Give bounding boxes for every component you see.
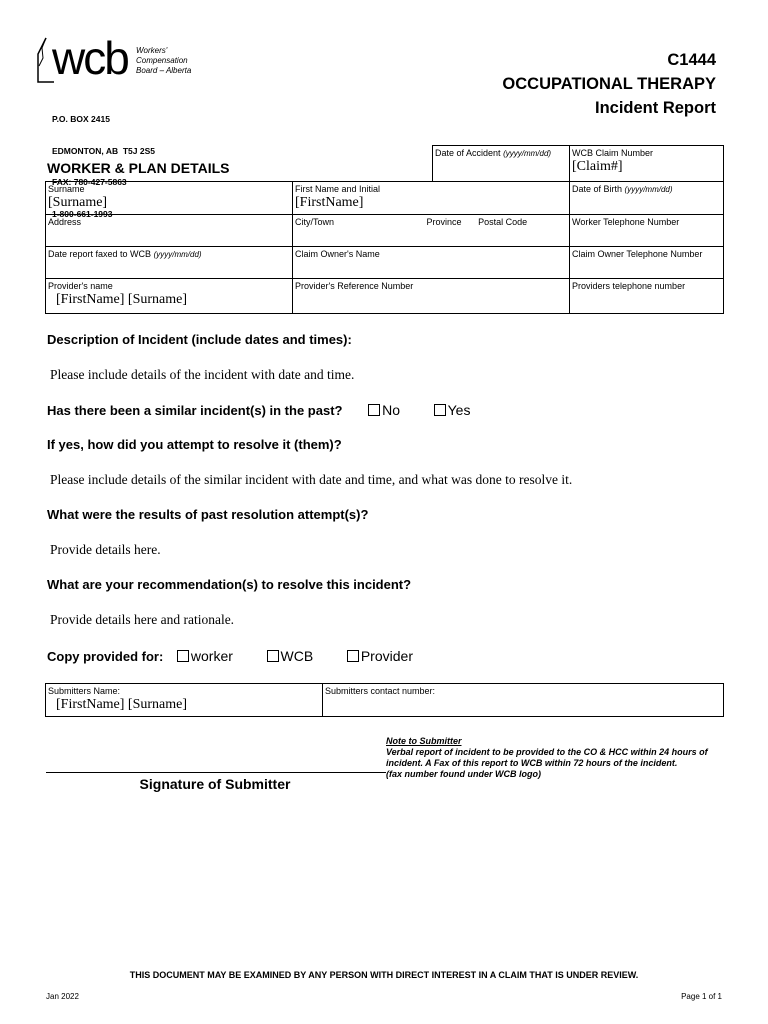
answer-description[interactable]: Please include details of the incident with date and time. (50, 367, 355, 382)
date-of-accident-field[interactable]: Date of Accident (yyyy/mm/dd) (433, 146, 570, 182)
option-yes[interactable]: Yes (434, 402, 471, 418)
footer-notice: THIS DOCUMENT MAY BE EXAMINED BY ANY PERSON WITH DIRECT INTEREST IN A CLAIM THAT IS UNDER REVIEW. (129, 970, 639, 980)
worker-phone-field[interactable]: Worker Telephone Number (570, 215, 724, 247)
form-subtitle: Incident Report (594, 99, 716, 117)
copy-wcb-option[interactable]: WCB (267, 648, 314, 664)
date-faxed-field[interactable]: Date report faxed to WCB (yyyy/mm/dd) (46, 247, 293, 279)
submitter-contact-field[interactable]: Submitters contact number: (323, 684, 724, 717)
answer-results[interactable]: Provide details here. (50, 542, 161, 557)
signature-label: Signature of Submitter (139, 776, 291, 792)
logo-subtitle: Workers' Compensation Board – Alberta (136, 46, 192, 75)
footer-date: Jan 2022 (46, 992, 79, 1001)
question-recommendations: What are your recommendation(s) to resolve this incident? (47, 577, 412, 592)
signature-line[interactable] (46, 772, 386, 773)
claim-number-field[interactable]: WCB Claim Number [Claim#] (570, 146, 724, 182)
worker-details-table (45, 145, 724, 314)
wcb-checkbox[interactable] (267, 650, 279, 662)
question-description: Description of Incident (include dates and times): (47, 332, 352, 347)
copy-provided-for: Copy provided for: worker WCB Provider (47, 648, 413, 664)
provider-name-field[interactable]: Provider's name [FirstName] [Surname] (46, 279, 293, 314)
question-resolve: If yes, how did you attempt to resolve it (them)? (47, 437, 342, 452)
option-no[interactable]: No (368, 402, 400, 418)
copy-provider-option[interactable]: Provider (347, 648, 413, 664)
provider-checkbox[interactable] (347, 650, 359, 662)
date-of-birth-field[interactable]: Date of Birth (yyyy/mm/dd) (570, 182, 724, 215)
worker-checkbox[interactable] (177, 650, 189, 662)
mailing-address: P.O. BOX 2415 EDMONTON, AB T5J 2S5 FAX: 780-427-5863 1-800-661-1993 (52, 114, 155, 219)
copy-worker-option[interactable]: worker (177, 648, 233, 664)
provider-phone-field[interactable]: Providers telephone number (570, 279, 724, 314)
no-checkbox[interactable] (368, 404, 380, 416)
city-province-postal-field[interactable]: City/Town Province Postal Code (293, 215, 570, 247)
note-to-submitter: Note to Submitter Verbal report of incident to be provided to the CO & HCC within 24 hours of incident. A Fax of this report to WCB within 72 hours of the incident. (fax number found under WCB logo) (386, 736, 708, 779)
form-header (502, 48, 716, 120)
page-number: Page 1 of 1 (681, 992, 722, 1001)
submitter-name-field[interactable]: Submitters Name: [FirstName] [Surname] (46, 684, 323, 717)
question-similar-incident: Has there been a similar incident(s) in the past? No Yes (47, 402, 471, 418)
claim-owner-field[interactable]: Claim Owner's Name (293, 247, 570, 279)
claim-owner-phone-field[interactable]: Claim Owner Telephone Number (570, 247, 724, 279)
form-title: OCCUPATIONAL THERAPY (502, 75, 716, 93)
question-results: What were the results of past resolution attempt(s)? (47, 507, 369, 522)
submitter-table (45, 683, 724, 717)
answer-resolve[interactable]: Please include details of the similar incident with date and time, and what was done to resolve it. (50, 472, 573, 487)
surname-field[interactable]: Surname [Surname] (46, 182, 293, 215)
form-code: C1444 (667, 51, 716, 69)
answer-recommendations[interactable]: Provide details here and rationale. (50, 612, 235, 627)
section-title: WORKER & PLAN DETAILS (47, 160, 230, 176)
address-field[interactable]: Address (46, 215, 293, 247)
yes-checkbox[interactable] (434, 404, 446, 416)
wcb-logo (36, 32, 206, 88)
logo-text: wcb (52, 32, 128, 84)
provider-reference-field[interactable]: Provider's Reference Number (293, 279, 570, 314)
first-name-field[interactable]: First Name and Initial [FirstName] (293, 182, 570, 215)
